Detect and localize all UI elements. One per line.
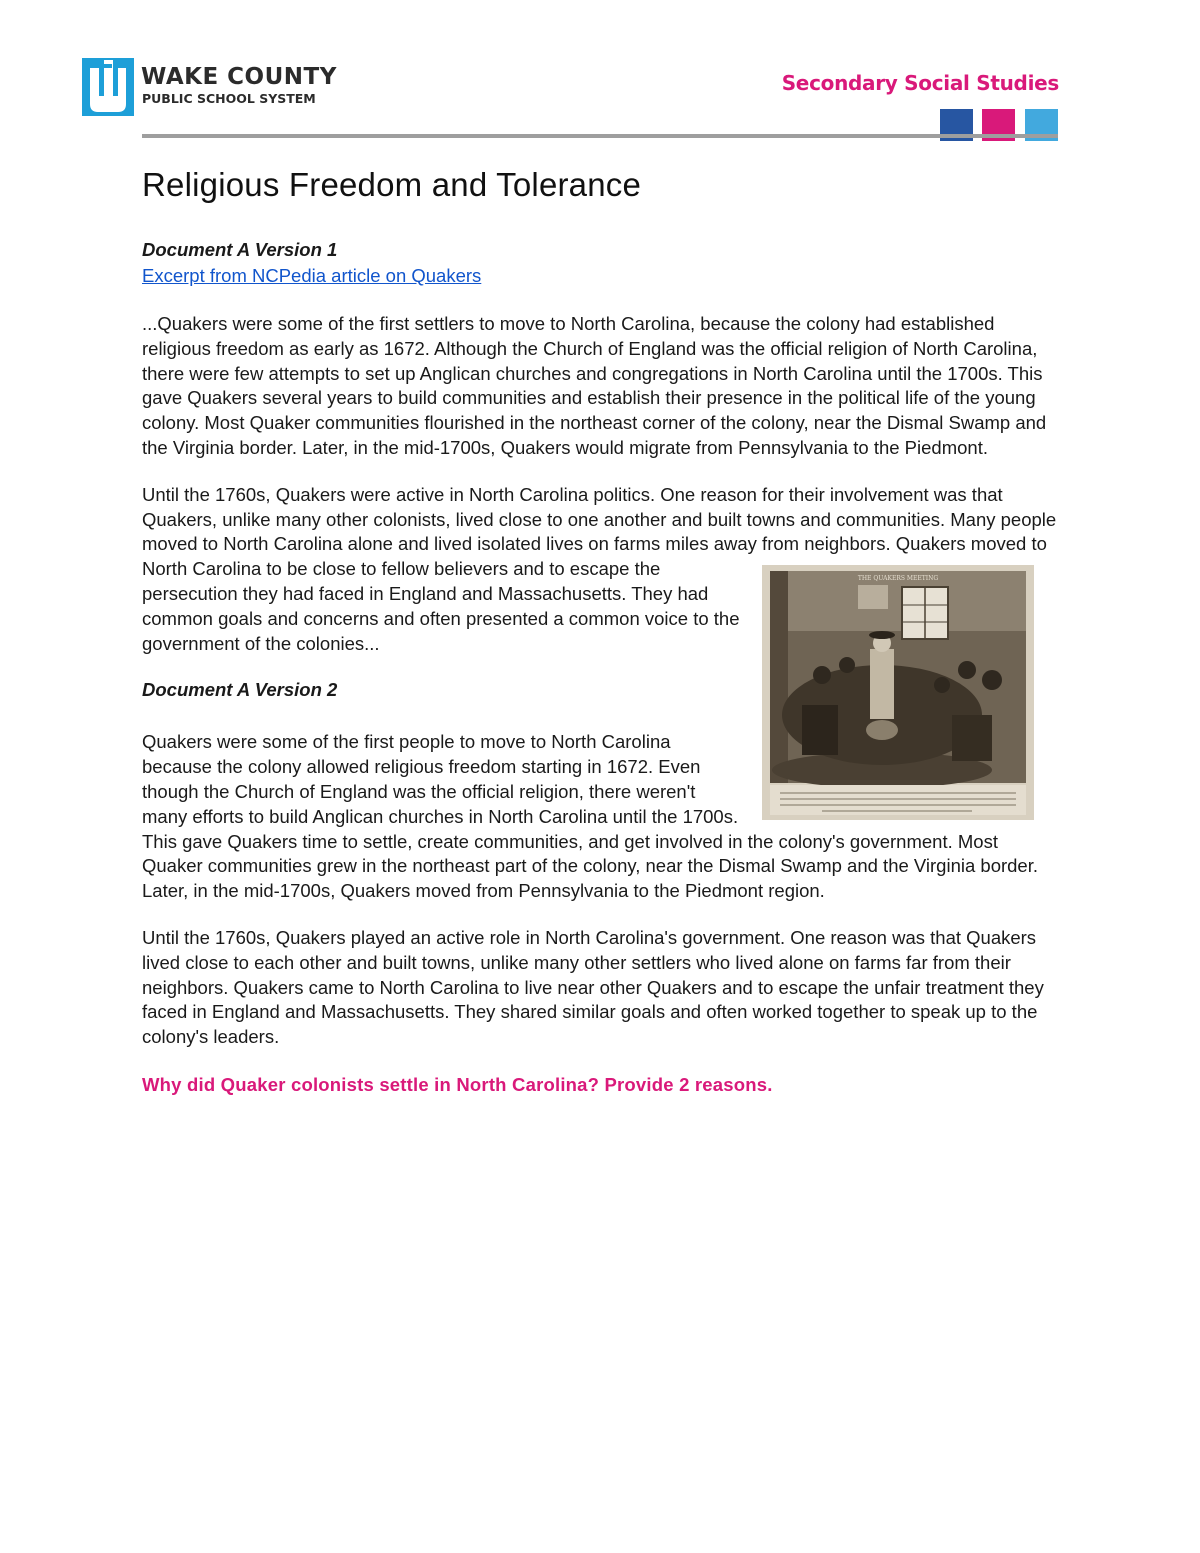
version1-heading: Document A Version 1 — [142, 239, 338, 260]
version2-paragraph-2: Until the 1760s, Quakers played an active role in North Carolina's government. One reason was that Quakers lived close to each other and built towns, unlike many other settlers who lived alone on farms far from their neighbors. Quakers came to North Carolina to live near other Quakers and to escape the unfair treatment they faced in England and Massachusetts. They shared similar goals and often worked together to speak up to the colony's leaders. — [142, 926, 1044, 1048]
version1-paragraph-1: ...Quakers were some of the first settlers to move to North Carolina, because the colony had established religious freedom as early as 1672. Although the Church of England was the official religion of North Carolina, there were few attempts to set up Anglican churches and congregations in North Carolina until the 1700s. This gave Quakers several years to build communities and establish their presence in the political life of the young colony. Most Quaker communities flourished in the northeast corner of the colony, near the Dismal Swamp and the Virginia border. Later, in the mid-1700s, Quakers would migrate from Pennsylvania to the Piedmont. — [142, 313, 1047, 458]
ncpedia-link[interactable]: Excerpt from NCPedia article on Quakers — [142, 265, 482, 286]
engraving-caption: THE QUAKERS MEETING — [857, 575, 939, 583]
version1-paragraph-2-rest: and to escape the persecution they had faced in England and Massachusetts. They had common goals and concerns and often presented a common voice to the government of the colonies... — [142, 558, 740, 654]
logo-subtitle: PUBLIC SCHOOL SYSTEM — [142, 91, 316, 106]
wcpss-logo — [82, 58, 342, 118]
version1-paragraph-2 — [142, 483, 1062, 657]
version1-paragraph-2-lead: Until the 1760s, Quakers were active in North Carolina politics. One reason for their involvement was that Quakers, unlike many other colonists, lived close to one another and built towns and communities. Many people moved to North Carolina alone and lived isolated lives on farms miles away from neighbors. Quakers moved to North Carolina to be close to fellow believers — [142, 483, 1057, 580]
document-content — [142, 160, 1062, 1098]
department-name: Secondary Social Studies — [781, 71, 1059, 95]
version2-heading: Document A Version 2 — [142, 679, 338, 701]
logo-title: WAKE COUNTY — [141, 64, 337, 90]
question-prompt: Why did Quaker colonists settle in North Carolina? Provide 2 reasons. — [142, 1073, 773, 1095]
header-divider — [142, 134, 1058, 138]
wcpss-logo-icon — [82, 58, 134, 116]
page-title: Religious Freedom and Tolerance — [142, 166, 642, 203]
quakers-meeting-engraving — [762, 565, 1034, 820]
version2-paragraph-1: Quakers were some of the first people to move to North Carolina because the colony allowed religious freedom starting in 1672. Even though the Church of England was the official religion, there weren't many efforts to build Anglican churches in North Carolina until the 1700s. This gave Quakers time to settle, create communities, and get involved in the colony's government. Most Quaker communities grew in the northeast part of the colony, near the Dismal Swamp and the Virginia border. Later, in the mid-1700s, Quakers moved from Pennsylvania to the Piedmont region. — [142, 731, 1039, 902]
